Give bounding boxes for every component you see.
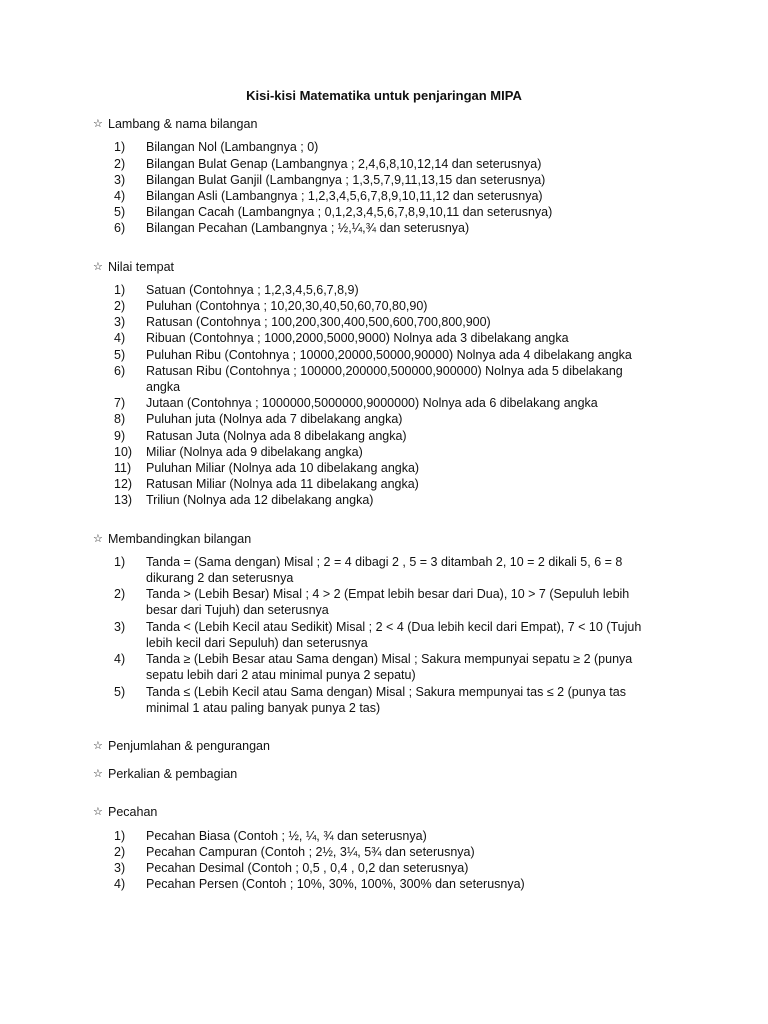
section-spacer (0, 509, 768, 531)
list-item-text: Bilangan Cacah (Lambangnya ; 0,1,2,3,4,5,6,7,8,9,10,11 dan seterusnya) (146, 205, 553, 220)
list-item (114, 363, 648, 395)
list-item-text: Pecahan Biasa (Contoh ; ½, ¼, ¾ dan seterusnya) (146, 828, 427, 843)
numbered-list (108, 554, 648, 716)
list-item-text: Tanda < (Lebih Kecil atau Sedikit) Misal ; 2 < 4 (Dua lebih kecil dari Empat), 7 < 10 (Tujuh lebih kecil dari Sepuluh) dan seterusnya (146, 619, 642, 650)
list-item (114, 282, 648, 298)
list-item-text: Pecahan Persen (Contoh ; 10%, 30%, 100%, 300% dan seterusnya) (146, 877, 525, 892)
list-item (114, 828, 648, 844)
star-bullet-icon: ☆ (93, 118, 103, 131)
list-item-text: Bilangan Pecahan (Lambangnya ; ½,¼,¾ dan seterusnya) (146, 221, 470, 236)
list-item (114, 876, 648, 892)
list-item-text: Tanda = (Sama dengan) Misal ; 2 = 4 dibagi 2 , 5 = 3 ditambah 2, 10 = 2 dikali 5, 6 = 8 dikurang 2 dan seterusnya (146, 554, 623, 586)
list-item-number: 3) (114, 315, 126, 330)
section-heading: Perkalian & pembagian (108, 767, 238, 782)
list-item-text: Puluhan Ribu (Contohnya ; 10000,20000,50000,90000) Nolnya ada 4 dibelakang angka (146, 347, 632, 362)
star-bullet-icon: ☆ (93, 739, 103, 752)
list-item-number: 13) (114, 493, 133, 508)
section (0, 531, 768, 716)
list-item-number: 9) (114, 428, 126, 443)
list-item (114, 156, 648, 172)
star-bullet-icon: ☆ (93, 806, 103, 819)
list-item (114, 204, 648, 220)
list-item-text: Triliun (Nolnya ada 12 dibelakang angka) (146, 493, 374, 508)
list-item-number: 6) (114, 221, 126, 236)
list-item-text: Miliar (Nolnya ada 9 dibelakang angka) (146, 444, 363, 459)
document-title: Kisi-kisi Matematika untuk penjaringan MIPA (246, 88, 522, 103)
list-item (114, 684, 648, 716)
list-item-number: 4) (114, 189, 126, 204)
list-item (114, 298, 648, 314)
list-item-number: 7) (114, 396, 126, 411)
list-item (114, 586, 648, 618)
list-item (114, 411, 648, 427)
list-item-text: Tanda > (Lebih Besar) Misal ; 4 > 2 (Empat lebih besar dari Dua), 10 > 7 (Sepuluh lebih besar dari Tujuh) dan seterusnya (146, 587, 630, 618)
list-item-number: 3) (114, 172, 126, 187)
list-item-text: Puluhan juta (Nolnya ada 7 dibelakang angka) (146, 412, 403, 427)
list-item (114, 395, 648, 411)
list-item (114, 314, 648, 330)
list-item-text: Puluhan (Contohnya ; 10,20,30,40,50,60,70,80,90) (146, 299, 428, 314)
section-heading: Pecahan (108, 805, 158, 820)
list-item (114, 428, 648, 444)
list-item-number: 1) (114, 140, 126, 155)
list-item (114, 330, 648, 346)
list-item-number: 5) (114, 684, 126, 699)
list-item-text: Bilangan Bulat Ganjil (Lambangnya ; 1,3,5,7,9,11,13,15 dan seterusnya) (146, 172, 546, 187)
list-item-number: 12) (114, 477, 133, 492)
section-spacer (0, 237, 768, 259)
list-item-text: Ratusan Miliar (Nolnya ada 11 dibelakang angka) (146, 477, 419, 492)
star-bullet-icon: ☆ (93, 768, 103, 781)
list-item-text: Pecahan Campuran (Contoh ; 2½, 3¼, 5¾ dan seterusnya) (146, 844, 475, 859)
list-item-number: 8) (114, 412, 126, 427)
list-item-text: Ribuan (Contohnya ; 1000,2000,5000,9000) Nolnya ada 3 dibelakang angka (146, 331, 569, 346)
list-item-number: 3) (114, 619, 126, 634)
list-item-text: Puluhan Miliar (Nolnya ada 10 dibelakang angka) (146, 461, 420, 476)
list-item-text: Bilangan Asli (Lambangnya ; 1,2,3,4,5,6,7,8,9,10,11,12 dan seterusnya) (146, 189, 543, 204)
list-item (114, 844, 648, 860)
section (0, 738, 768, 754)
section (0, 116, 768, 236)
section-spacer (0, 754, 768, 766)
section-heading: Lambang & nama bilangan (108, 117, 258, 132)
list-item-number: 3) (114, 860, 126, 875)
list-item (114, 460, 648, 476)
numbered-list (108, 139, 648, 236)
numbered-list (108, 828, 648, 893)
list-item (114, 476, 648, 492)
section-heading: Nilai tempat (108, 259, 174, 274)
list-item (114, 188, 648, 204)
section-heading: Membandingkan bilangan (108, 531, 252, 546)
list-item-number: 10) (114, 444, 133, 459)
list-item (114, 444, 648, 460)
list-item (114, 860, 648, 876)
list-item-number: 5) (114, 205, 126, 220)
list-item-number: 2) (114, 844, 126, 859)
list-item-text: Bilangan Bulat Genap (Lambangnya ; 2,4,6,8,10,12,14 dan seterusnya) (146, 156, 542, 171)
list-item-text: Jutaan (Contohnya ; 1000000,5000000,9000000) Nolnya ada 6 dibelakang angka (146, 396, 598, 411)
list-item-number: 2) (114, 587, 126, 602)
list-item-number: 11) (114, 461, 132, 476)
list-item-text: Tanda ≥ (Lebih Besar atau Sama dengan) Misal ; Sakura mempunyai sepatu ≥ 2 (punya sepatu lebih dari 2 atau minimal punya 2 sepatu) (146, 652, 633, 683)
list-item (114, 651, 648, 683)
list-item-text: Ratusan Ribu (Contohnya ; 100000,200000,500000,900000) Nolnya ada 5 dibelakang angka (146, 363, 623, 395)
list-item-text: Bilangan Nol (Lambangnya ; 0) (146, 140, 319, 155)
list-item (114, 347, 648, 363)
list-item-number: 4) (114, 877, 126, 892)
list-item (114, 220, 648, 236)
list-item-number: 1) (114, 554, 126, 569)
list-item-text: Ratusan (Contohnya ; 100,200,300,400,500,600,700,800,900) (146, 315, 491, 330)
list-item-number: 2) (114, 156, 126, 171)
list-item-number: 5) (114, 347, 126, 362)
list-item-number: 1) (114, 828, 126, 843)
list-item-number: 1) (114, 282, 126, 297)
list-item (114, 492, 648, 508)
list-item-text: Tanda ≤ (Lebih Kecil atau Sama dengan) Misal ; Sakura mempunyai tas ≤ 2 (punya tas minimal 1 atau paling banyak punya 2 tas) (146, 684, 626, 715)
sections-container (0, 116, 768, 892)
list-item-number: 4) (114, 652, 126, 667)
list-item (114, 139, 648, 155)
section (0, 259, 768, 509)
star-bullet-icon: ☆ (93, 260, 103, 273)
section-spacer (0, 716, 768, 738)
list-item-text: Satuan (Contohnya ; 1,2,3,4,5,6,7,8,9) (146, 282, 359, 297)
star-bullet-icon: ☆ (93, 532, 103, 545)
list-item (114, 172, 648, 188)
list-item-text: Ratusan Juta (Nolnya ada 8 dibelakang angka) (146, 428, 407, 443)
section-spacer (0, 782, 768, 804)
section (0, 766, 768, 782)
list-item-number: 2) (114, 299, 126, 314)
numbered-list (108, 282, 648, 509)
list-item-number: 4) (114, 331, 126, 346)
list-item (114, 554, 648, 586)
section-heading: Penjumlahan & pengurangan (108, 738, 270, 753)
section (0, 804, 768, 892)
list-item-number: 6) (114, 363, 126, 378)
list-item-text: Pecahan Desimal (Contoh ; 0,5 , 0,4 , 0,2 dan seterusnya) (146, 860, 469, 875)
list-item (114, 619, 648, 651)
